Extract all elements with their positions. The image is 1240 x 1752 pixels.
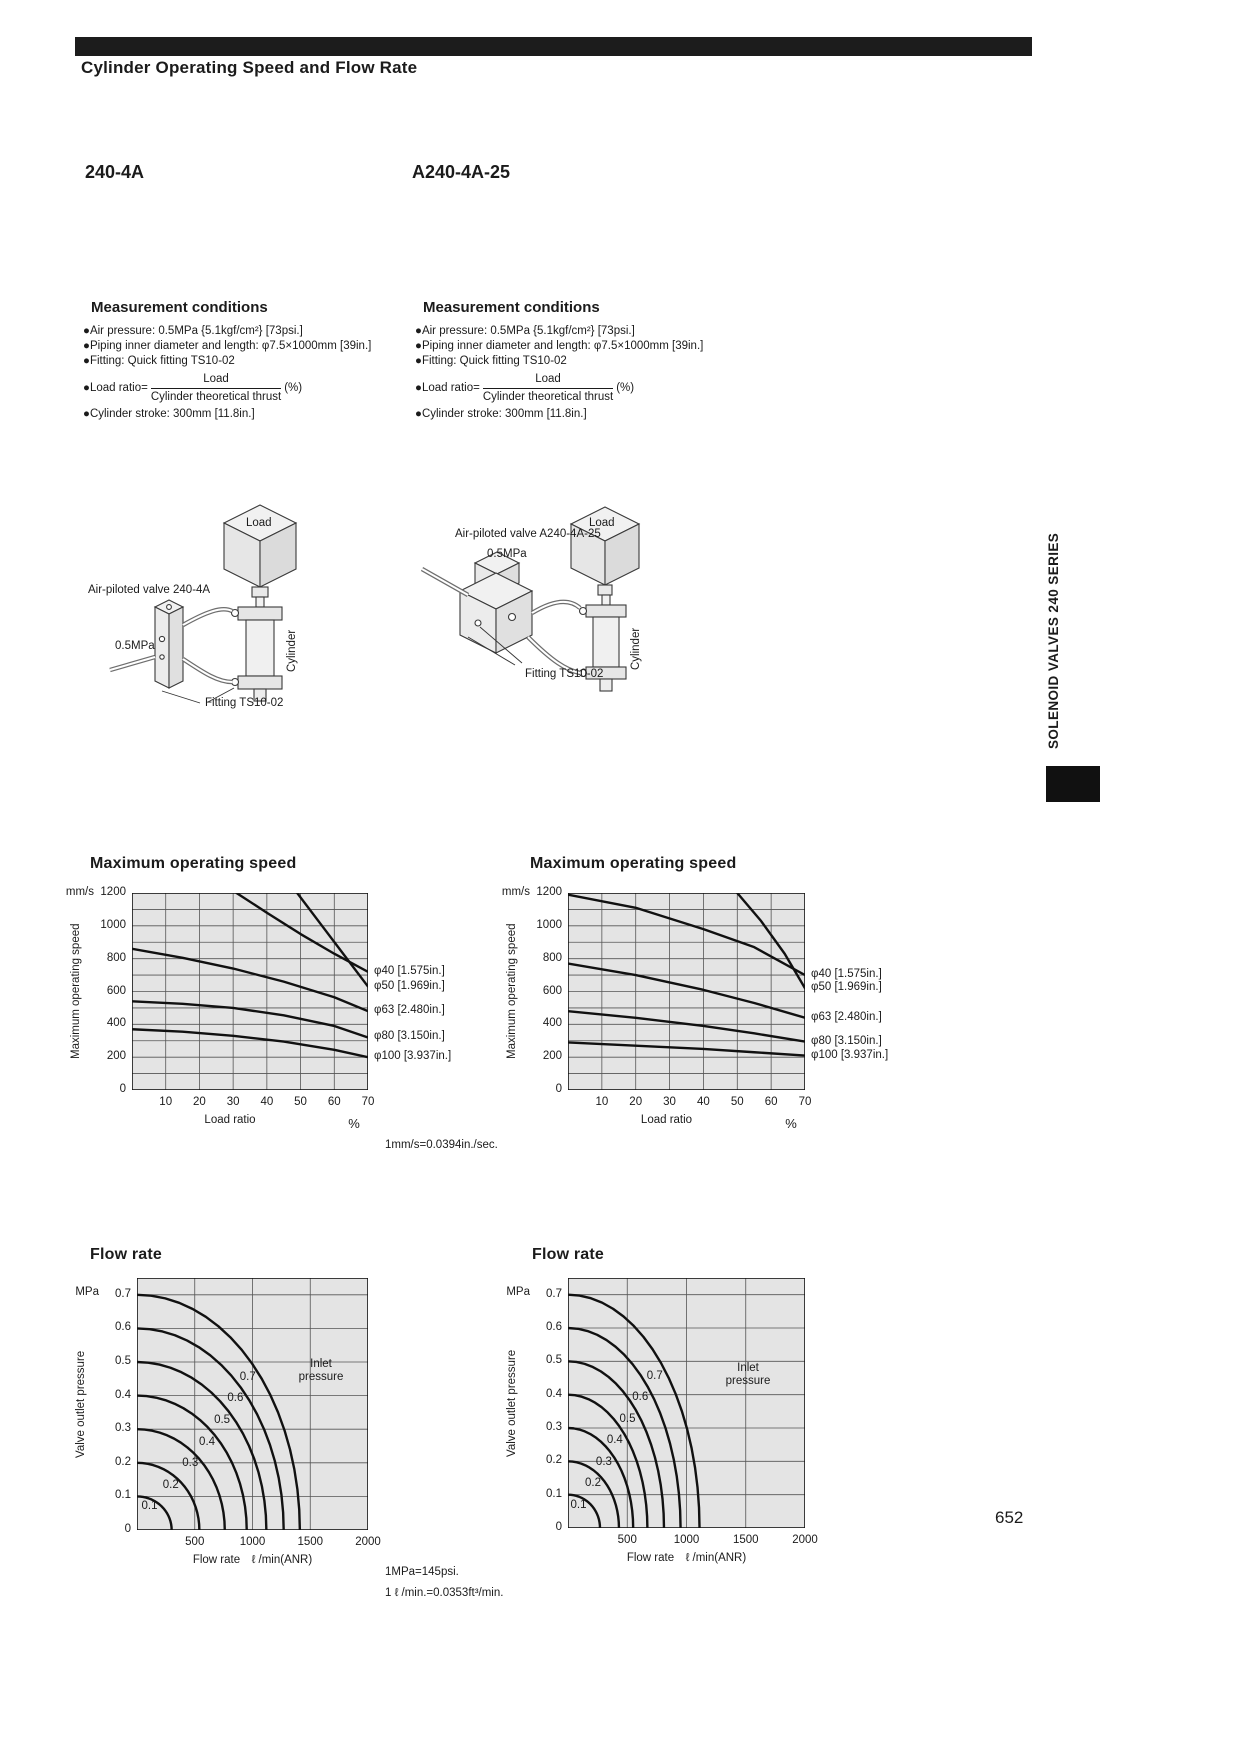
load-ratio-denominator: Cylinder theoretical thrust: [150, 391, 282, 403]
x-tick: 2000: [792, 1534, 818, 1546]
valve-side: [169, 607, 183, 688]
valve-port-1: [509, 614, 516, 621]
flow-chart-title-a240-4a-25: Flow rate: [532, 1246, 605, 1263]
x-tick: 10: [159, 1096, 173, 1108]
cylinder-label: Cylinder: [286, 629, 298, 673]
curve-label: 0.2: [162, 1478, 179, 1491]
y-tick: 0: [555, 1083, 562, 1095]
series-label: φ100 [3.937in.]: [811, 1048, 889, 1061]
condition-stroke: ●Cylinder stroke: 300mm [11.8in.]: [83, 408, 255, 420]
pressure-conversion-note: 1MPa=145psi.: [385, 1566, 459, 1578]
flow-conversion-note: 1 ℓ /min.=0.0353ft³/min.: [385, 1587, 504, 1599]
valve-hole-1: [159, 636, 164, 641]
x-tick: 20: [193, 1096, 206, 1108]
y-tick: 0.6: [115, 1321, 131, 1334]
flow-chart-title-240-4a: Flow rate: [90, 1246, 163, 1263]
y-tick: 0: [119, 1083, 126, 1095]
curve-label: 0.5: [619, 1412, 636, 1425]
y-tick: 0.3: [546, 1421, 562, 1433]
x-tick: 10: [595, 1096, 609, 1108]
chart-canvas: [568, 893, 805, 1090]
cylinder-label: Cylinder: [630, 627, 642, 671]
inlet-tube-inner: [422, 569, 468, 595]
curve-label: 0.4: [606, 1434, 623, 1447]
x-tick: 30: [226, 1096, 240, 1108]
cylinder-port-top: [580, 608, 587, 615]
x-tick: 40: [260, 1096, 274, 1108]
y-tick: 1000: [536, 918, 562, 931]
condition-load-ratio: [83, 372, 419, 405]
series-label: φ40 [1.575in.]: [811, 968, 882, 981]
piston-rod: [252, 587, 268, 597]
page-title: Cylinder Operating Speed and Flow Rate: [81, 58, 418, 77]
x-tick: 70: [361, 1096, 375, 1108]
x-tick: 40: [697, 1096, 710, 1108]
y-tick: 0.5: [115, 1355, 131, 1367]
x-axis-label: Flow rate ℓ /min(ANR): [192, 1554, 313, 1566]
condition-piping: ●Piping inner diameter and length: φ7.5×1000mm [39in.]: [415, 340, 704, 352]
y-axis-label: Maximum operating speed: [70, 923, 82, 1060]
load-ratio-fraction: [151, 372, 281, 405]
valve-front: [155, 607, 169, 688]
y-tick: 0.2: [546, 1454, 562, 1467]
series-label: φ50 [1.969in.]: [374, 979, 445, 992]
tube-top-outer: [183, 609, 232, 625]
x-tick: 500: [617, 1534, 637, 1546]
max-speed-chart-240-4a: [65, 886, 452, 1131]
load-ratio-denominator: Cylinder theoretical thrust: [482, 391, 614, 403]
condition-air-pressure: ●Air pressure: 0.5MPa {5.1kgf/cm²} [73psi.]: [83, 325, 303, 337]
cylinder-body: [593, 617, 619, 667]
curve-label: 0.1: [570, 1498, 587, 1511]
y-tick: 400: [106, 1017, 126, 1030]
y-axis-label: Valve outlet pressure: [506, 1349, 518, 1457]
y-unit: mm/s: [65, 886, 94, 898]
speed-chart-title-a240-4a-25: Maximum operating speed: [530, 855, 737, 872]
y-tick: 0.5: [546, 1354, 562, 1367]
y-tick: 0: [555, 1521, 562, 1533]
y-tick: 200: [542, 1050, 562, 1063]
pressure-label: 0.5MPa: [115, 640, 155, 652]
y-unit: mm/s: [501, 886, 530, 898]
cylinder-bottom-cap: [238, 676, 282, 689]
load-label: Load: [589, 517, 615, 529]
x-tick: 1000: [673, 1534, 700, 1546]
load-ratio-numerator: Load: [483, 372, 613, 389]
x-axis-label: Load ratio: [640, 1114, 693, 1126]
series-label: φ40 [1.575in.]: [374, 964, 445, 977]
curve-label: 0.5: [214, 1414, 231, 1426]
y-tick: 1000: [100, 918, 126, 931]
load-ratio-fraction: [483, 372, 613, 405]
y-tick: 0: [124, 1523, 131, 1535]
load-ratio-suffix: (%): [284, 382, 303, 394]
x-tick: 60: [327, 1096, 341, 1108]
condition-stroke: ●Cylinder stroke: 300mm [11.8in.]: [415, 408, 587, 420]
series-label: φ50 [1.969in.]: [811, 981, 882, 994]
sidebar-index-tab: [1046, 766, 1100, 802]
conditions-heading: Measurement conditions: [423, 299, 600, 316]
y-tick: 0.3: [115, 1422, 131, 1435]
y-tick: 1200: [536, 886, 562, 898]
curve-label: 0.3: [182, 1457, 199, 1470]
cylinder-port-bottom: [232, 679, 239, 686]
curve-label: 0.7: [646, 1370, 663, 1383]
valve-label-240-4a: Air-piloted valve 240-4A: [88, 584, 211, 596]
model-heading-a240-4a-25: A240-4A-25: [412, 162, 511, 182]
y-tick: 1200: [100, 886, 126, 898]
valve-port-2: [475, 620, 481, 626]
piston-rod-thin: [602, 595, 610, 605]
y-tick: 0.2: [115, 1455, 131, 1468]
condition-air-pressure: ●Air pressure: 0.5MPa {5.1kgf/cm²} [73psi.]: [415, 325, 635, 337]
y-tick: 0.1: [546, 1487, 562, 1500]
valve-pilot-hole: [167, 605, 172, 610]
y-axis-label: Maximum operating speed: [506, 923, 518, 1060]
y-axis-label: Valve outlet pressure: [75, 1350, 87, 1458]
y-tick: 600: [106, 984, 126, 997]
speed-chart-title-240-4a: Maximum operating speed: [90, 855, 297, 872]
condition-fitting: ●Fitting: Quick fitting TS10-02: [83, 355, 235, 367]
y-tick: 800: [106, 951, 126, 964]
curve-label: 0.2: [585, 1477, 602, 1490]
cylinder-top-cap: [238, 607, 282, 620]
piston-rod: [598, 585, 612, 595]
curve-label: 0.6: [227, 1392, 244, 1405]
speed-conversion-note: 1mm/s=0.0394in./sec.: [385, 1139, 498, 1151]
condition-fitting: ●Fitting: Quick fitting TS10-02: [415, 355, 567, 367]
series-label: φ80 [3.150in.]: [811, 1034, 882, 1047]
inlet-tube-inner: [110, 657, 155, 670]
x-tick: 20: [629, 1096, 643, 1108]
curve-label: 0.1: [141, 1500, 158, 1513]
pressure-label: 0.5MPa: [487, 548, 527, 560]
x-unit: %: [785, 1116, 797, 1131]
x-tick: 1500: [732, 1534, 759, 1546]
cylinder-body: [246, 620, 274, 676]
x-tick: 500: [185, 1536, 205, 1548]
y-tick: 0.4: [546, 1387, 562, 1400]
y-tick: 800: [542, 951, 562, 964]
y-tick: 0.7: [115, 1287, 131, 1300]
y-unit: MPa: [506, 1285, 530, 1298]
x-tick: 50: [730, 1096, 744, 1108]
x-tick: 60: [764, 1096, 778, 1108]
valve-hole-2: [160, 655, 164, 659]
x-axis-label: Load ratio: [204, 1114, 256, 1126]
x-unit: %: [348, 1116, 360, 1131]
page-number: 652: [995, 1508, 1024, 1527]
conditions-heading: Measurement conditions: [91, 299, 268, 316]
inlet-pressure-legend: Inlet pressure: [725, 1362, 771, 1387]
load-ratio-prefix: ●Load ratio=: [83, 382, 148, 394]
y-tick: 200: [106, 1050, 126, 1063]
condition-piping: ●Piping inner diameter and length: φ7.5×1000mm [39in.]: [83, 340, 372, 352]
load-label: Load: [246, 517, 272, 529]
chart-canvas: [132, 893, 368, 1090]
y-tick: 600: [542, 984, 562, 997]
condition-load-ratio: [415, 372, 751, 405]
sidebar-series-title: SOLENOID VALVES 240 SERIES: [1046, 532, 1061, 750]
y-tick: 0.4: [115, 1388, 131, 1401]
cylinder-port-top: [232, 610, 239, 617]
piston-rod-thin: [256, 597, 264, 607]
x-tick: 2000: [355, 1536, 381, 1548]
x-tick: 50: [294, 1096, 307, 1108]
load-ratio-prefix: ●Load ratio=: [415, 382, 480, 394]
chart-canvas: [137, 1278, 368, 1530]
y-tick: 0.7: [546, 1287, 562, 1300]
measurement-conditions-a240-4a-25: [415, 300, 751, 422]
x-tick: 1000: [239, 1536, 266, 1548]
inlet-pressure-legend: Inlet pressure: [298, 1358, 344, 1383]
curve-label: 0.3: [595, 1455, 612, 1468]
valve-label-a240-4a-25: Air-piloted valve A240-4A-25: [455, 528, 601, 540]
curve-label: 0.4: [199, 1435, 216, 1448]
fitting-leader-1: [162, 691, 200, 703]
x-tick: 1500: [297, 1536, 324, 1548]
curve-label: 0.7: [239, 1370, 256, 1383]
y-tick: 0.6: [546, 1321, 562, 1333]
flow-rate-chart-240-4a: [75, 1278, 381, 1566]
series-label: φ63 [2.480in.]: [374, 1004, 445, 1017]
curve-label: 0.6: [632, 1391, 649, 1404]
header-bar: [75, 37, 1032, 56]
y-unit: MPa: [75, 1285, 99, 1298]
series-label: φ80 [3.150in.]: [374, 1030, 445, 1043]
series-label: φ63 [2.480in.]: [811, 1010, 882, 1023]
model-heading-240-4a: 240-4A: [85, 162, 145, 182]
load-ratio-suffix: (%): [616, 382, 635, 394]
chart-canvas: [568, 1278, 805, 1528]
y-tick: 0.1: [115, 1489, 131, 1502]
x-axis-label: Flow rate ℓ /min(ANR): [626, 1552, 747, 1564]
x-tick: 30: [663, 1096, 676, 1108]
cylinder-stub: [600, 679, 612, 691]
flow-rate-chart-a240-4a-25: [506, 1278, 818, 1564]
fitting-label: Fitting TS10-02: [205, 697, 284, 709]
tube-bottom-outer: [183, 659, 232, 682]
cylinder-top-cap: [586, 605, 626, 617]
y-tick: 400: [542, 1017, 562, 1030]
series-label: φ100 [3.937in.]: [374, 1050, 452, 1063]
measurement-conditions-240-4a: [83, 300, 419, 422]
load-ratio-numerator: Load: [151, 372, 281, 389]
max-speed-chart-a240-4a-25: [501, 886, 889, 1131]
fitting-label: Fitting TS10-02: [525, 668, 604, 680]
x-tick: 70: [798, 1096, 812, 1108]
